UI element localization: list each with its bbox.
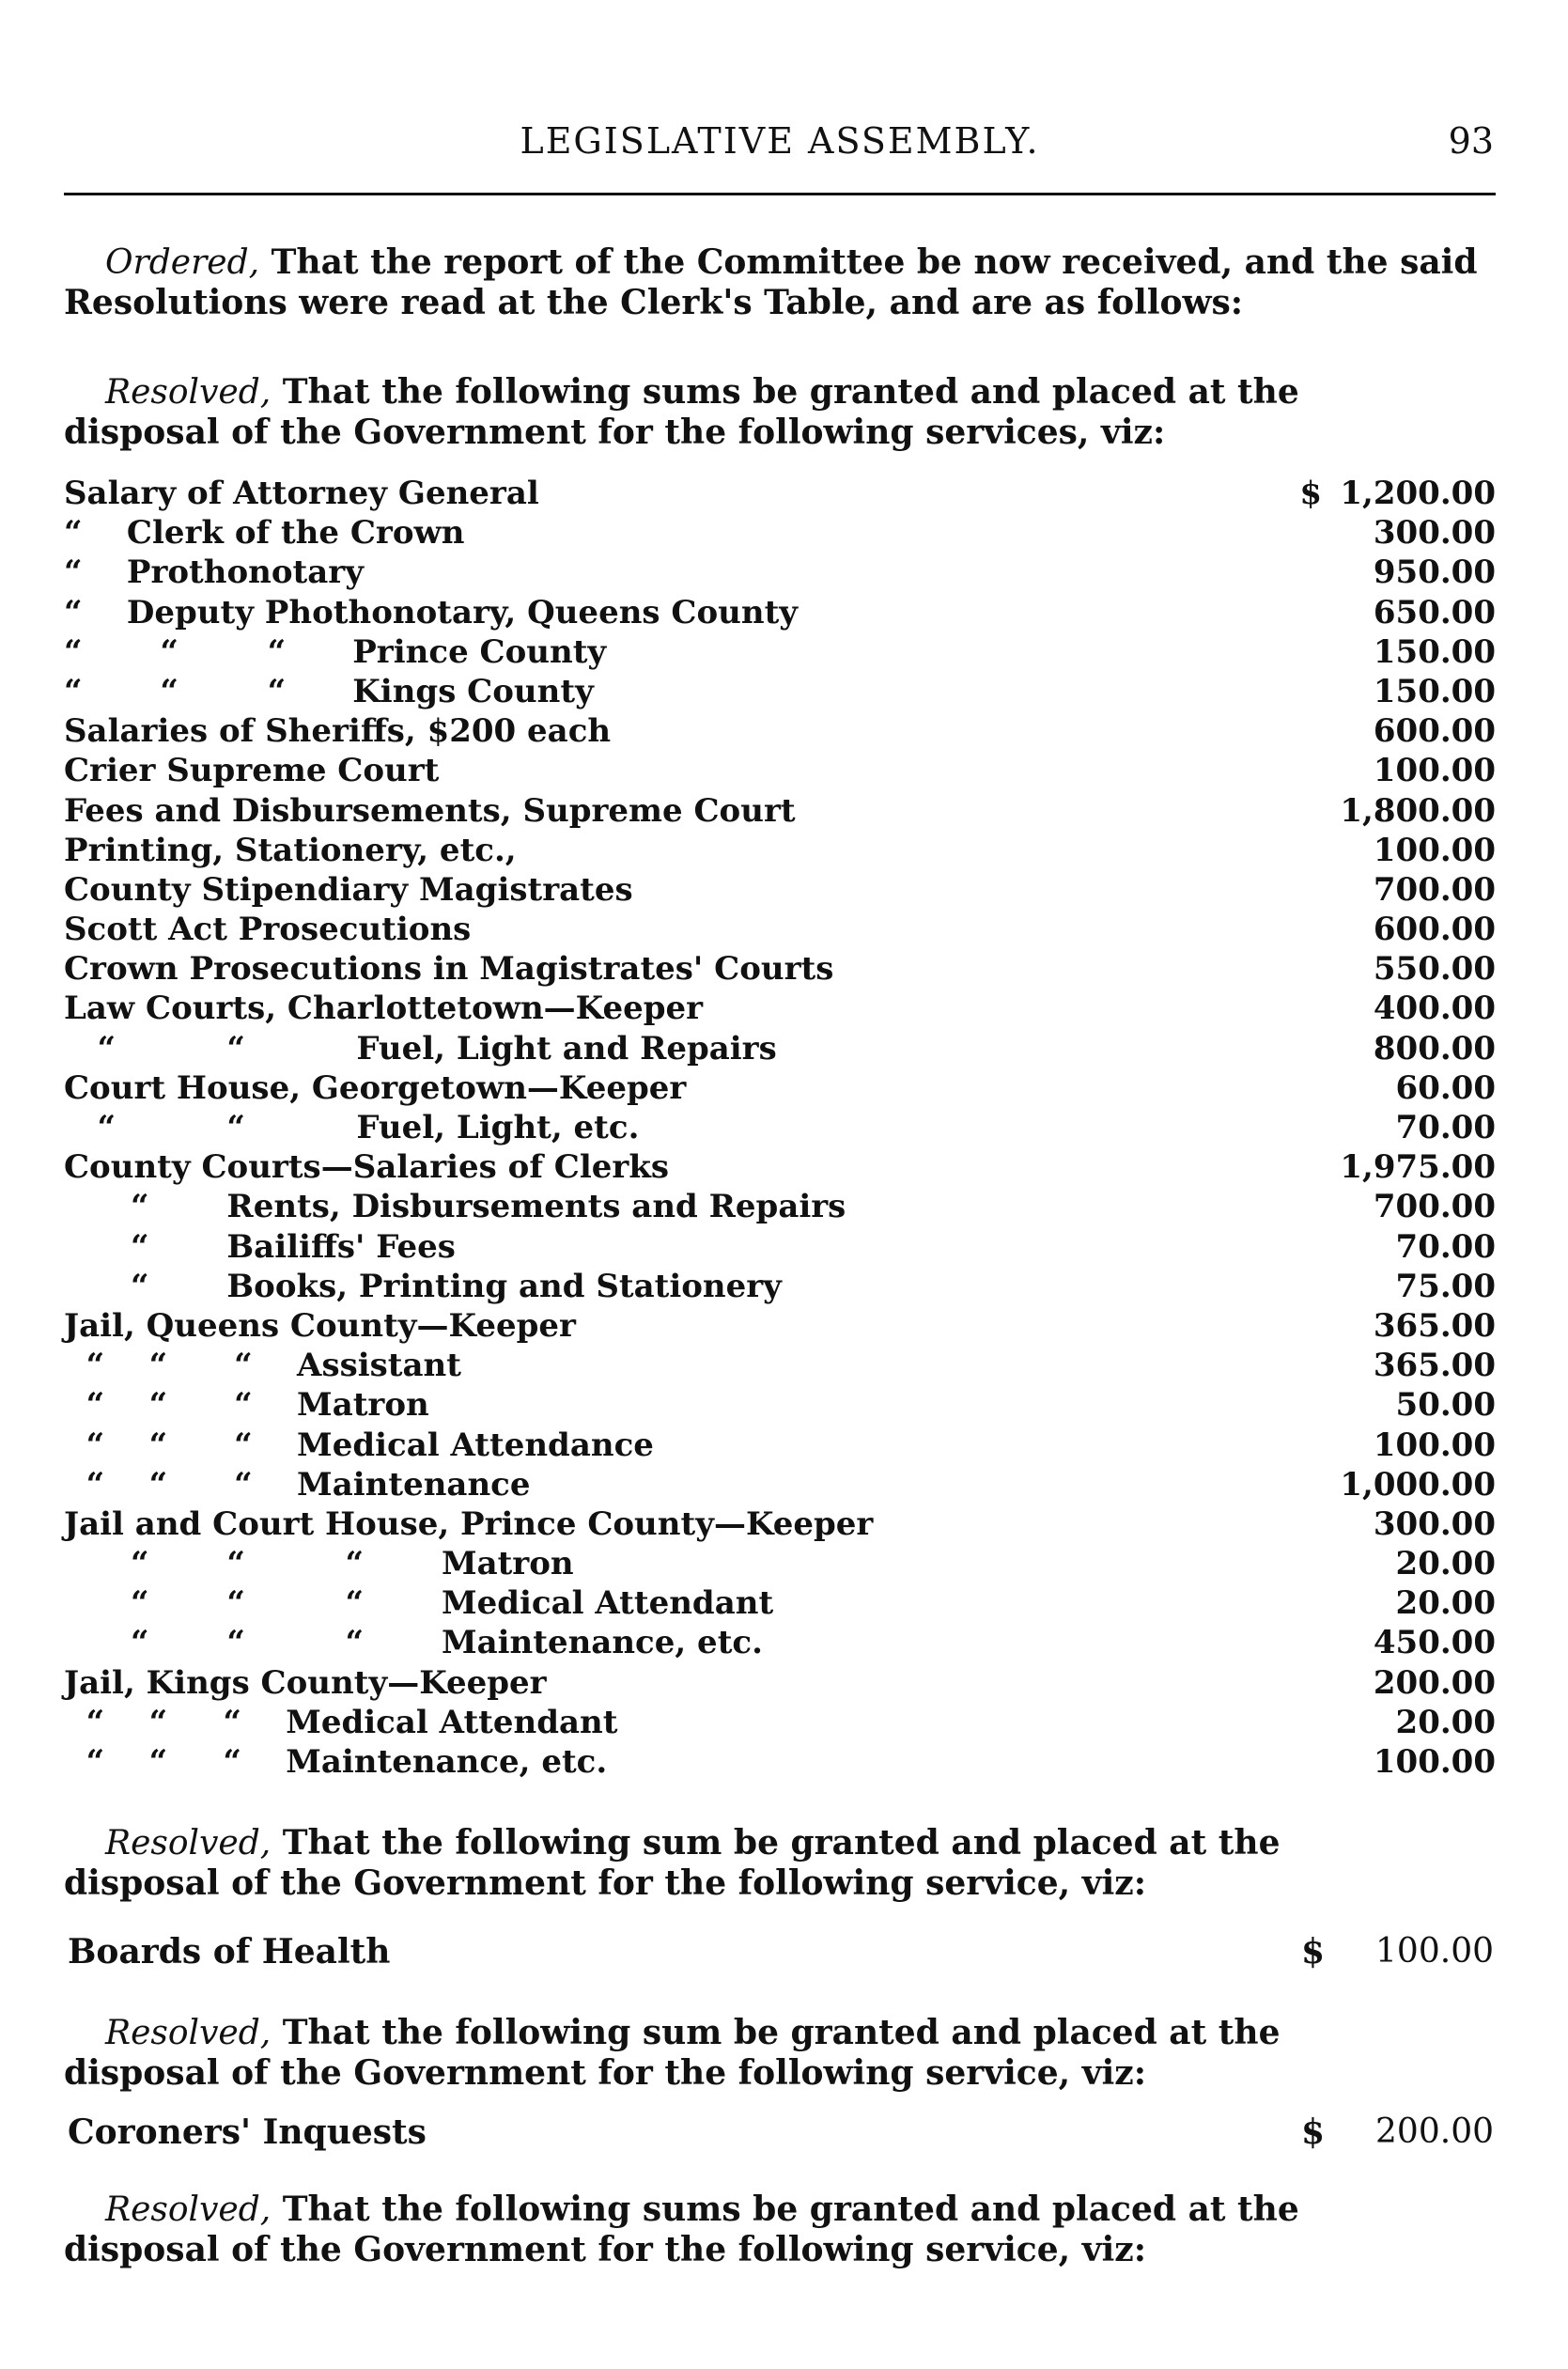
- item-label: “ Bailiffs' Fees: [64, 1227, 456, 1266]
- item-label: “ “ “ Prince County: [64, 632, 607, 671]
- item-amount: 650.00: [1373, 593, 1496, 631]
- list-item: [64, 1703, 1496, 1742]
- item-label: “ “ Fuel, Light and Repairs: [64, 1029, 777, 1068]
- item-amount: 600.00: [1373, 712, 1496, 751]
- item-amount: 150.00: [1373, 672, 1496, 710]
- list-item: [64, 1623, 1496, 1662]
- item-label: “ “ “ Medical Attendant: [64, 1584, 774, 1623]
- paragraph-lead: Resolved,: [105, 2190, 272, 2229]
- item-amount: 1,975.00: [1340, 1148, 1496, 1187]
- item-label: “ “ “ Medical Attendance: [64, 1426, 654, 1464]
- item-label: Crown Prosecutions in Magistrates' Courts: [64, 950, 834, 989]
- header-rule: [64, 193, 1496, 195]
- item-amount: 100.00: [1375, 1932, 1494, 1971]
- appropriation-list: [64, 474, 1496, 1782]
- resolved-paragraph-4: [64, 2190, 1313, 2269]
- list-item: [64, 1346, 1496, 1385]
- list-item: [64, 474, 1496, 513]
- dollar-sign: $: [1300, 2112, 1325, 2152]
- item-label: Crier Supreme Court: [64, 752, 440, 790]
- item-label: “ Prothonotary: [64, 553, 364, 592]
- item-label: “ “ “ Matron: [64, 1386, 429, 1425]
- item-label: Jail, Queens County—Keeper: [64, 1306, 576, 1345]
- item-amount: 800.00: [1373, 1029, 1496, 1068]
- item-amount: 70.00: [1395, 1227, 1496, 1266]
- item-label: “ “ “ Maintenance: [64, 1465, 531, 1504]
- list-item: [64, 831, 1496, 870]
- paragraph-lead: Resolved,: [105, 1824, 272, 1862]
- item-amount: 200.00: [1375, 2112, 1494, 2151]
- item-label: “ “ Fuel, Light, etc.: [64, 1109, 640, 1146]
- dollar-sign: $: [1300, 1932, 1325, 1972]
- item-label: Law Courts, Charlottetown—Keeper: [64, 990, 704, 1028]
- paragraph-text: That the following sum be granted and placed at the disposal of the Government for the following service, viz:: [64, 2013, 1281, 2093]
- list-item: [64, 1306, 1496, 1346]
- list-item: [64, 672, 1496, 711]
- item-label: “ Clerk of the Crown: [64, 514, 465, 553]
- list-item: [64, 1504, 1496, 1544]
- item-amount: 75.00: [1395, 1267, 1496, 1305]
- item-amount: 365.00: [1373, 1306, 1496, 1345]
- item-amount: 450.00: [1373, 1624, 1496, 1662]
- item-amount: 20.00: [1395, 1545, 1496, 1583]
- item-label: “ Books, Printing and Stationery: [64, 1267, 782, 1305]
- page-number: 93: [1448, 120, 1494, 162]
- list-item: [64, 1583, 1496, 1623]
- item-label: “ “ “ Maintenance, etc.: [64, 1743, 608, 1781]
- list-item: [64, 1267, 1496, 1306]
- dollar-sign: $: [1299, 475, 1322, 512]
- item-amount: 150.00: [1373, 632, 1496, 671]
- item-amount: 400.00: [1373, 990, 1496, 1028]
- list-item: [64, 1465, 1496, 1504]
- resolved-paragraph-1: [64, 372, 1313, 452]
- item-label: Boards of Health: [68, 1932, 391, 1972]
- item-amount: 100.00: [1373, 752, 1496, 790]
- list-item: [64, 751, 1496, 790]
- list-item: [64, 1742, 1496, 1782]
- list-item: [64, 910, 1496, 949]
- item-label: County Stipendiary Magistrates: [64, 870, 633, 909]
- list-item: [64, 593, 1496, 632]
- item-amount: 20.00: [1395, 1703, 1496, 1741]
- item-amount: 700.00: [1373, 1188, 1496, 1226]
- coroners-inquests-item: [68, 2112, 1494, 2153]
- item-label: “ “ “ Kings County: [64, 672, 594, 710]
- item-amount: 1,800.00: [1340, 791, 1496, 830]
- list-item: [64, 1187, 1496, 1226]
- item-label: “ Deputy Phothonotary, Queens County: [64, 593, 799, 631]
- paragraph-text: That the following sums be granted and placed at the disposal of the Government for the following services, viz:: [64, 372, 1299, 452]
- item-label: Salaries of Sheriffs, $200 each: [64, 712, 612, 751]
- list-item: [64, 513, 1496, 553]
- item-label: “ “ “ Maintenance, etc.: [64, 1624, 763, 1662]
- item-amount: 300.00: [1373, 1504, 1496, 1543]
- list-item: [64, 1544, 1496, 1583]
- item-label: “ Rents, Disbursements and Repairs: [64, 1188, 846, 1226]
- item-amount: 1,200.00: [1340, 475, 1496, 512]
- item-amount: 70.00: [1395, 1109, 1496, 1146]
- item-label: Scott Act Prosecutions: [64, 911, 472, 949]
- list-item: [64, 1029, 1496, 1068]
- item-amount: 300.00: [1373, 514, 1496, 553]
- item-amount: 200.00: [1373, 1663, 1496, 1702]
- item-label: Jail and Court House, Prince County—Keeper: [64, 1504, 874, 1543]
- item-amount: 950.00: [1373, 553, 1496, 592]
- list-item: [64, 1147, 1496, 1187]
- list-item: [64, 791, 1496, 831]
- item-amount: 1,000.00: [1340, 1465, 1496, 1504]
- paragraph-lead: Resolved,: [105, 2014, 272, 2052]
- list-item: [64, 1068, 1496, 1108]
- item-label: Court House, Georgetown—Keeper: [64, 1068, 687, 1107]
- list-item: [64, 1385, 1496, 1425]
- list-item: [64, 870, 1496, 910]
- item-amount: 100.00: [1373, 1426, 1496, 1464]
- item-label: Jail, Kings County—Keeper: [64, 1663, 547, 1702]
- item-label: Salary of Attorney General: [64, 475, 539, 512]
- resolved-paragraph-2: [64, 1823, 1313, 1903]
- paragraph-lead: Ordered,: [105, 243, 260, 282]
- list-item: [64, 1426, 1496, 1465]
- item-label: Printing, Stationery, etc.,: [64, 831, 517, 869]
- item-amount: 50.00: [1395, 1386, 1496, 1425]
- item-amount: 100.00: [1373, 1743, 1496, 1781]
- list-item: [64, 989, 1496, 1028]
- resolved-paragraph-3: [64, 2013, 1313, 2093]
- item-amount: 600.00: [1373, 911, 1496, 949]
- item-amount: 100.00: [1373, 831, 1496, 869]
- paragraph-text: That the report of the Committee be now received, and the said Resolutions were read at the Clerk's Table, and are as follows:: [64, 242, 1478, 322]
- paragraph-text: That the following sums be granted and placed at the disposal of the Government for the following service, viz:: [64, 2190, 1299, 2269]
- paragraph-lead: Resolved,: [105, 373, 272, 412]
- item-label: “ “ “ Assistant: [64, 1347, 461, 1385]
- item-amount: 60.00: [1395, 1068, 1496, 1107]
- list-item: [64, 1227, 1496, 1267]
- item-label: County Courts—Salaries of Clerks: [64, 1148, 670, 1187]
- paragraph-text: That the following sum be granted and placed at the disposal of the Government for the following service, viz:: [64, 1823, 1281, 1903]
- list-item: [64, 553, 1496, 592]
- item-amount: 700.00: [1373, 870, 1496, 909]
- list-item: [64, 1108, 1496, 1147]
- list-item: [64, 1663, 1496, 1703]
- item-label: Coroners' Inquests: [68, 2112, 427, 2152]
- list-item: [64, 632, 1496, 672]
- item-label: “ “ “ Medical Attendant: [64, 1703, 618, 1741]
- item-amount: 550.00: [1373, 950, 1496, 989]
- boards-of-health-item: [68, 1931, 1494, 1972]
- list-item: [64, 949, 1496, 989]
- ordered-paragraph: [64, 242, 1492, 322]
- list-item: [64, 711, 1496, 751]
- page-header: [66, 120, 1494, 167]
- running-title: LEGISLATIVE ASSEMBLY.: [520, 120, 1040, 162]
- item-amount: 20.00: [1395, 1584, 1496, 1623]
- item-label: “ “ “ Matron: [64, 1545, 574, 1583]
- item-label: Fees and Disbursements, Supreme Court: [64, 791, 796, 830]
- item-amount: 365.00: [1373, 1347, 1496, 1385]
